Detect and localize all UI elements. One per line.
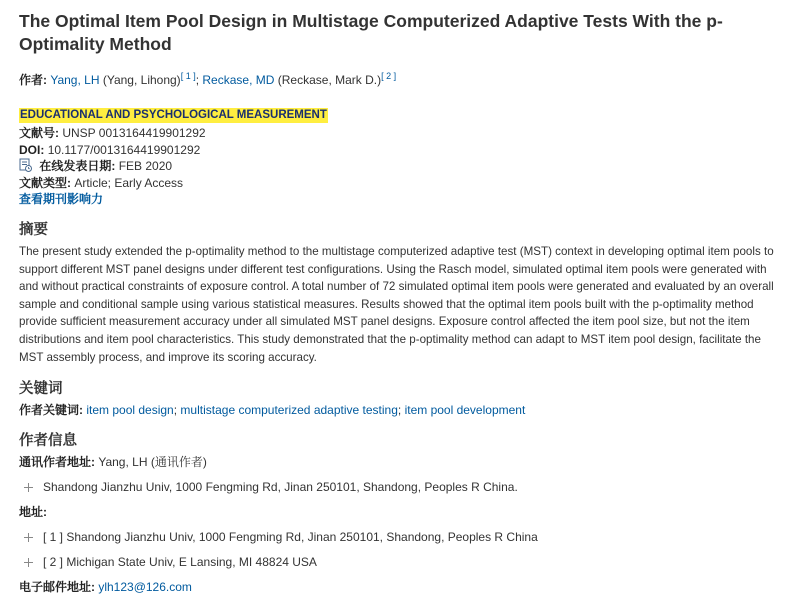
reprint-address-text: Shandong Jianzhu Univ, 1000 Fengming Rd, Jinan 250101, Shandong, Peoples R China.: [43, 480, 518, 495]
email-link[interactable]: ylh123@126.com: [98, 580, 192, 595]
doc-type-value: Article; Early Access: [74, 175, 184, 190]
abstract-text: The present study extended the p-optimality method to the multistage computerized adaptive test (MST) context in developing optimal item pools to support different MST panel designs under different test configurations. Using the Rasch model, simulated optimal item pools were generated with and without practical constraints of exposure control. A total number of 72 simulated optimal item pools were generated and evaluated by an overall sample and conditional sample using various statistical measures. Results showed that the optimal item pools built with the p-optimality method provide sufficient measurement accuracy under all simulated MST panel designs. Exposure control affected the item pool size, but not the item distributions and item pool characteristics. This study demonstrated that the p-optimality method can adapt to MST item pool design, facilitate the MST assembly process, and improve its scoring accuracy.: [19, 245, 774, 364]
keyword-link-1[interactable]: item pool design: [86, 403, 174, 418]
author-separator-1: ;: [195, 73, 200, 87]
address-text-1: [ 1 ] Shandong Jianzhu Univ, 1000 Fengming Rd, Jinan 250101, Shandong, Peoples R China: [43, 530, 538, 545]
expand-plus-icon[interactable]: [23, 557, 34, 568]
article-number-value: UNSP 0013164419901292: [62, 126, 206, 140]
author-fullname-2: (Reckase, Mark D.): [277, 73, 382, 87]
doi-label: DOI:: [19, 142, 45, 157]
doc-type-row: [19, 175, 782, 192]
email-row: [19, 579, 782, 595]
abstract-heading: 摘要: [19, 222, 48, 238]
author-link-1[interactable]: Yang, LH: [50, 73, 100, 87]
address-item-1: [19, 529, 782, 545]
doi-row: [19, 142, 782, 159]
calendar-icon: [19, 158, 32, 172]
author-keywords-row: [19, 402, 782, 418]
keyword-separator-1: ;: [173, 403, 178, 418]
expand-plus-icon[interactable]: [23, 532, 34, 543]
keywords-heading: 关键词: [19, 381, 63, 398]
author-fullname-1: (Yang, Lihong): [102, 73, 181, 87]
author-info-heading: 作者信息: [19, 433, 77, 450]
author-ref-2[interactable]: [ 2 ]: [381, 71, 397, 81]
authors-line: [19, 68, 782, 88]
authors-label: 作者:: [19, 73, 47, 87]
reprint-address-row: [19, 454, 782, 470]
article-title: The Optimal Item Pool Design in Multistage Computerized Adaptive Tests With the p-Optimality Method: [19, 11, 723, 54]
pub-date-value: FEB 2020: [118, 159, 173, 173]
address-label-row: [19, 504, 782, 520]
author-ref-1[interactable]: [ 1 ]: [180, 71, 196, 81]
pub-date-label: 在线发表日期:: [39, 159, 116, 173]
email-label: 电子邮件地址:: [19, 580, 95, 595]
keyword-separator-2: ;: [397, 403, 402, 418]
keyword-link-3[interactable]: item pool development: [404, 403, 526, 418]
author-keywords-label: 作者关键词:: [19, 403, 83, 418]
reprint-author-value: Yang, LH (通讯作者): [98, 455, 207, 470]
keyword-link-2[interactable]: multistage computerized adaptive testing: [180, 403, 398, 418]
article-number-label: 文献号:: [19, 126, 59, 140]
address-text-2: [ 2 ] Michigan State Univ, E Lansing, MI 48824 USA: [43, 555, 317, 570]
pub-date-row: [19, 158, 782, 175]
reprint-address-item: [19, 479, 782, 495]
reprint-address-label: 通讯作者地址:: [19, 455, 95, 470]
doc-type-label: 文献类型:: [19, 175, 71, 190]
expand-plus-icon[interactable]: [23, 482, 34, 493]
article-number-row: [19, 125, 782, 142]
author-link-2[interactable]: Reckase, MD: [202, 73, 275, 87]
address-label: 地址:: [19, 505, 47, 520]
address-item-2: [19, 554, 782, 570]
journal-name[interactable]: EDUCATIONAL AND PSYCHOLOGICAL MEASUREMENT: [20, 109, 327, 121]
doi-value: 10.1177/0013164419901292: [47, 142, 201, 157]
journal-impact-link[interactable]: 查看期刊影响力: [19, 192, 104, 206]
